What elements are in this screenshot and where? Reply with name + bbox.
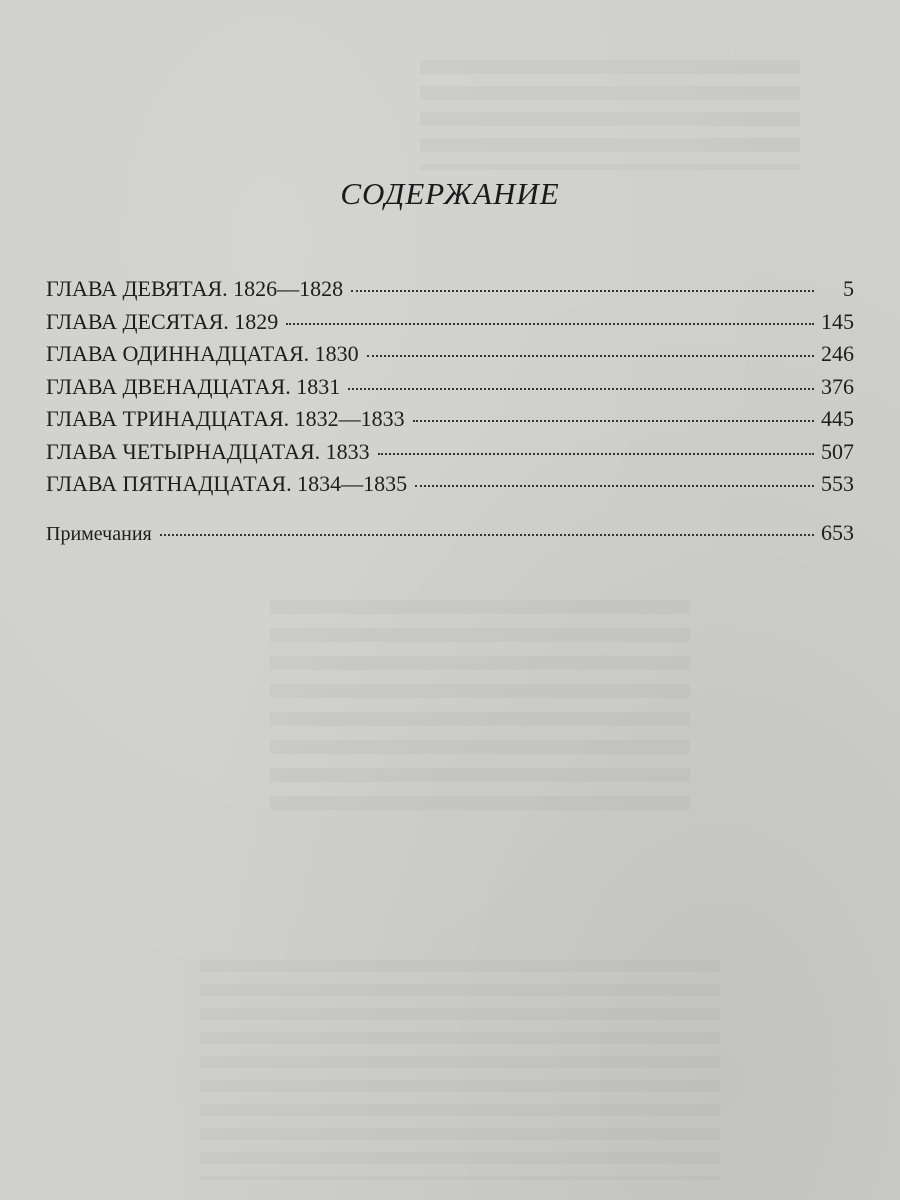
toc-entry-title: Примечания <box>46 522 152 545</box>
toc-entry-page: 445 <box>821 406 854 431</box>
toc-entry-title: ГЛАВА ПЯТНАДЦАТАЯ. 1834—1835 <box>46 471 408 496</box>
show-through-decoration <box>270 600 690 810</box>
toc-entry-page: 5 <box>843 276 854 301</box>
table-of-contents <box>46 276 854 552</box>
dot-leader <box>378 452 814 455</box>
toc-entry <box>46 341 854 374</box>
toc-entry-title: ГЛАВА ТРИНАДЦАТАЯ. 1832—1833 <box>46 406 405 431</box>
dot-leader <box>413 419 814 422</box>
toc-entry-title: ГЛАВА ДЕВЯТАЯ. 1826—1828 <box>46 276 344 301</box>
toc-entry <box>46 309 854 342</box>
dot-leader <box>286 322 814 325</box>
toc-entry-title: ГЛАВА ОДИННАДЦАТАЯ. 1830 <box>46 341 359 366</box>
toc-entry-page: 507 <box>821 438 854 464</box>
dot-leader <box>367 354 814 357</box>
toc-entry-title: ГЛАВА ДЕСЯТАЯ. 1829 <box>46 308 279 334</box>
toc-entry <box>46 406 854 439</box>
toc-entry-page: 553 <box>821 471 854 496</box>
show-through-decoration <box>420 60 800 170</box>
toc-entry-title: ГЛАВА ЧЕТЫРНАДЦАТАЯ. 1833 <box>46 438 370 464</box>
toc-entry <box>46 374 854 407</box>
toc-entry-title: ГЛАВА ДВЕНАДЦАТАЯ. 1831 <box>46 373 341 399</box>
dot-leader <box>160 533 814 536</box>
toc-entry <box>46 439 854 472</box>
toc-entry <box>46 276 854 309</box>
dot-leader <box>351 289 814 292</box>
show-through-decoration <box>200 960 720 1180</box>
toc-entry-page: 376 <box>821 373 854 399</box>
toc-entry <box>46 471 854 504</box>
dot-leader <box>348 387 814 390</box>
toc-entry-page: 246 <box>821 341 854 366</box>
dot-leader <box>415 484 814 487</box>
page-title: СОДЕРЖАНИЕ <box>340 176 560 211</box>
toc-entry-notes <box>46 520 854 553</box>
toc-entry-page: 145 <box>821 308 854 334</box>
toc-entry-page: 653 <box>821 519 854 545</box>
